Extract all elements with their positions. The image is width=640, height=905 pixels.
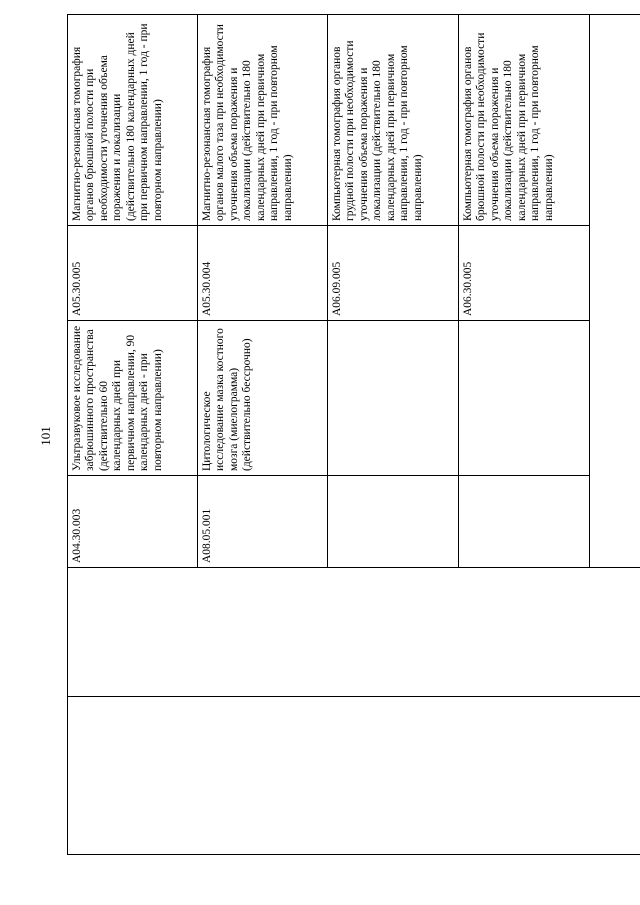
service-code-cell: A05.30.004	[198, 226, 328, 321]
service-code-cell	[459, 476, 590, 568]
table-row	[68, 15, 198, 855]
data-table	[67, 14, 640, 855]
service-description-cell: Магнитно-резонансная томография органов малого таза при необходимости уточнения объема поражения и локализации (действительно 180 календарных дней при первичном направлении, 1 год - при повторном направлении)	[198, 15, 328, 226]
page-number: 101	[37, 426, 53, 446]
service-code-cell	[328, 476, 459, 568]
service-code-cell: A06.09.005	[328, 226, 459, 321]
service-description-cell: Компьютерная томография органов грудной полости при необходимости уточнения объема поражения и локализации (действительно 180 календарных дней при первичном направлении, 1 год - при повторном направлении)	[328, 15, 459, 226]
service-description-cell: Ультразвуковое исследование забрюшинного пространства (действительно 60 календарных дней при первичном направлении, 90 календарных дней - при повторном направлении)	[68, 321, 198, 476]
service-description-cell	[328, 321, 459, 476]
empty-merged-cell	[68, 697, 640, 855]
empty-merged-cell	[68, 568, 640, 697]
rotated-table-wrapper	[67, 15, 583, 855]
service-description-cell: Компьютерная томография органов брюшной полости при необходимости уточнения объема поражения и локализации (действительно 180 календарных дней при первичном направлении, 1 год - при повторном направлении)	[459, 15, 590, 226]
empty-cell	[590, 15, 640, 568]
service-description-cell: Магнитно-резонансная томография органов брюшной полости при необходимости уточнения объема поражения и локализации (действительно 180 календарных дней при первичном направлении, 1 год - при повторном направлении)	[68, 15, 198, 226]
service-code-cell: A08.05.001	[198, 476, 328, 568]
service-code-cell: A05.30.005	[68, 226, 198, 321]
service-description-cell	[459, 321, 590, 476]
service-code-cell: A06.30.005	[459, 226, 590, 321]
service-description-cell: Цитологическое исследование мазка костного мозга (миелограмма) (действительно бессрочно)	[198, 321, 328, 476]
service-code-cell: A04.30.003	[68, 476, 198, 568]
